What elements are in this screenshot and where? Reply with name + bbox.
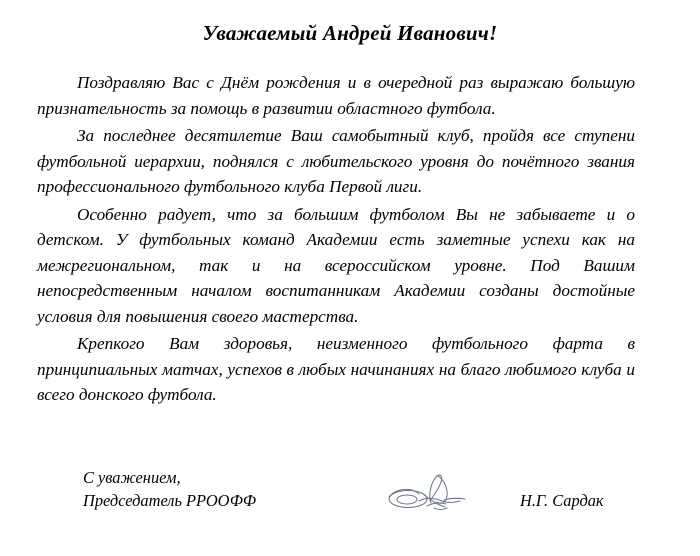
signature-closing: С уважением, <box>83 468 181 487</box>
signature-block <box>83 466 643 512</box>
paragraph-4: Крепкого Вам здоровья, неизменного футбольного фарта в принципиальных матчах, успехов в любых начинаниях на благо любимого клуба и всего донского футбола. <box>37 334 635 404</box>
signature-position: Председатель РРООФФ <box>83 491 257 510</box>
paragraph-2: За последнее десятилетие Ваш самобытный клуб, пройдя все ступени футбольной иерархии, поднялся с любительского уровня до почётного звания профессионального футбольного клуба Первой лиги. <box>37 126 635 196</box>
paragraph-1: Поздравляю Вас с Днём рождения и в очередной раз выражаю большую признательность за помощь в развитии областного футбола. <box>37 73 635 118</box>
paragraph-3: Особенно радует, что за большим футболом Вы не забываете и о детском. У футбольных команд Академии есть заметные успехи как на межрегиональном, так и на всероссийском уровне. Под Вашим непосредственным началом воспитанникам Академии созданы достойные условия для повышения своего мастерства. <box>37 204 635 326</box>
letter-body <box>37 70 635 408</box>
signature-row <box>83 489 643 512</box>
document-title: Уважаемый Андрей Иванович! <box>202 21 498 45</box>
signature-name: Н.Г. Сардак <box>520 491 604 510</box>
